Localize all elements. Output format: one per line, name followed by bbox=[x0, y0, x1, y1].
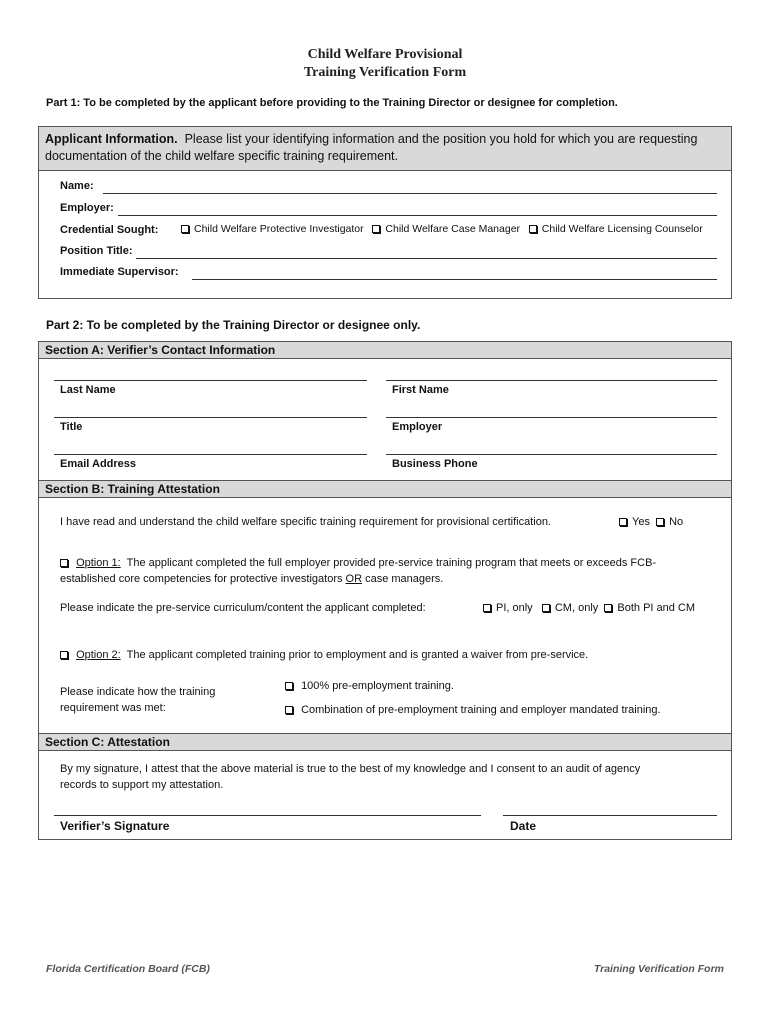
employer-field[interactable] bbox=[118, 215, 717, 216]
option1-checkbox-icon[interactable] bbox=[60, 559, 68, 567]
employer-label: Employer: bbox=[60, 202, 114, 214]
option1-or: OR bbox=[345, 573, 363, 585]
curriculum-prompt: Please indicate the pre-service curriculum/content the applicant completed: bbox=[60, 602, 426, 614]
option1-text-b2: case managers. bbox=[362, 573, 444, 585]
requirement-option-100[interactable]: 100% pre-employment training. bbox=[285, 680, 454, 692]
option2-checkbox-icon[interactable] bbox=[60, 651, 68, 659]
option1-label: Option 1: bbox=[76, 557, 121, 569]
position-title-label: Position Title: bbox=[60, 245, 133, 257]
checkbox-icon bbox=[604, 604, 612, 612]
date-field[interactable] bbox=[503, 815, 717, 816]
yes-option[interactable]: Yes bbox=[619, 516, 650, 528]
email-field[interactable] bbox=[54, 454, 367, 455]
checkbox-icon bbox=[656, 518, 664, 526]
credential-options bbox=[181, 223, 703, 235]
part1-instruction: Part 1: To be completed by the applicant before providing to the Training Director or designee for completion. bbox=[46, 97, 618, 109]
requirement-option-combination[interactable]: Combination of pre-employment training and employer mandated training. bbox=[285, 704, 661, 716]
checkbox-icon bbox=[181, 225, 189, 233]
employer-verifier-field[interactable] bbox=[386, 417, 717, 418]
applicant-information-header bbox=[39, 127, 731, 171]
footer-left: Florida Certification Board (FCB) bbox=[46, 963, 210, 975]
curriculum-option-pi[interactable]: PI, only bbox=[483, 602, 533, 614]
requirement-prompt: Please indicate how the training requirement was met: bbox=[60, 686, 216, 714]
section-c-header: Section C: Attestation bbox=[39, 733, 731, 751]
date-label: Date bbox=[510, 819, 537, 833]
credential-label: Credential Sought: bbox=[60, 224, 159, 236]
name-label: Name: bbox=[60, 180, 94, 192]
option2-label: Option 2: bbox=[76, 649, 121, 661]
applicant-information-heading: Applicant Information. bbox=[45, 132, 178, 146]
checkbox-icon bbox=[529, 225, 537, 233]
option2-text: The applicant completed training prior to employment and is granted a waiver from pre-service. bbox=[126, 649, 589, 661]
applicant-information-text-a: Please list your identifying information and the position you hold for which you are requesting bbox=[184, 132, 698, 146]
credential-option-pi[interactable]: Child Welfare Protective Investigator bbox=[181, 223, 364, 235]
part2-instruction: Part 2: To be completed by the Training Director or designee only. bbox=[46, 318, 421, 332]
footer-right: Training Verification Form bbox=[593, 963, 724, 975]
checkbox-icon bbox=[372, 225, 380, 233]
curriculum-options bbox=[483, 602, 695, 614]
section-a-header: Section A: Verifier’s Contact Information bbox=[39, 342, 731, 359]
attestation-text: By my signature, I attest that the above material is true to the best of my knowledge and I consent to an audit of agency records to support my attestation. bbox=[60, 763, 641, 791]
phone-label: Business Phone bbox=[392, 458, 478, 470]
credential-option-cm[interactable]: Child Welfare Case Manager bbox=[372, 223, 520, 235]
applicant-information-text-b: documentation of the child welfare specific training requirement. bbox=[45, 149, 398, 163]
section-b-header: Section B: Training Attestation bbox=[39, 480, 731, 498]
signature-label: Verifier’s Signature bbox=[60, 819, 170, 833]
checkbox-icon bbox=[285, 706, 293, 714]
first-name-label: First Name bbox=[392, 384, 449, 396]
title-field[interactable] bbox=[54, 417, 367, 418]
curriculum-option-both[interactable]: Both PI and CM bbox=[604, 602, 695, 614]
employer-verifier-label: Employer bbox=[392, 421, 443, 433]
credential-option-lc[interactable]: Child Welfare Licensing Counselor bbox=[529, 223, 703, 235]
phone-field[interactable] bbox=[386, 454, 717, 455]
name-field[interactable] bbox=[103, 193, 717, 194]
form-title-line1: Child Welfare Provisional bbox=[307, 47, 463, 62]
option1-text-b1: established core competencies for protective investigators bbox=[60, 573, 346, 585]
checkbox-icon bbox=[542, 604, 550, 612]
no-option[interactable]: No bbox=[656, 516, 683, 528]
yes-no-options bbox=[619, 516, 683, 528]
last-name-label: Last Name bbox=[60, 384, 116, 396]
curriculum-option-cm[interactable]: CM, only bbox=[542, 602, 598, 614]
attestation-statement: I have read and understand the child welfare specific training requirement for provisional certification. bbox=[60, 516, 551, 528]
option1-block bbox=[60, 555, 720, 587]
form-title-line2: Training Verification Form bbox=[303, 65, 467, 80]
first-name-field[interactable] bbox=[386, 380, 717, 381]
checkbox-icon bbox=[619, 518, 627, 526]
position-title-field[interactable] bbox=[136, 258, 717, 259]
supervisor-field[interactable] bbox=[192, 279, 717, 280]
last-name-field[interactable] bbox=[54, 380, 367, 381]
title-label: Title bbox=[60, 421, 83, 433]
option2-block bbox=[60, 649, 588, 661]
email-label: Email Address bbox=[60, 458, 137, 470]
checkbox-icon bbox=[483, 604, 491, 612]
signature-field[interactable] bbox=[54, 815, 481, 816]
checkbox-icon bbox=[285, 682, 293, 690]
option1-text-a: The applicant completed the full employer provided pre-service training program that meets or exceeds FCB- bbox=[126, 557, 657, 569]
supervisor-label: Immediate Supervisor: bbox=[60, 266, 179, 278]
